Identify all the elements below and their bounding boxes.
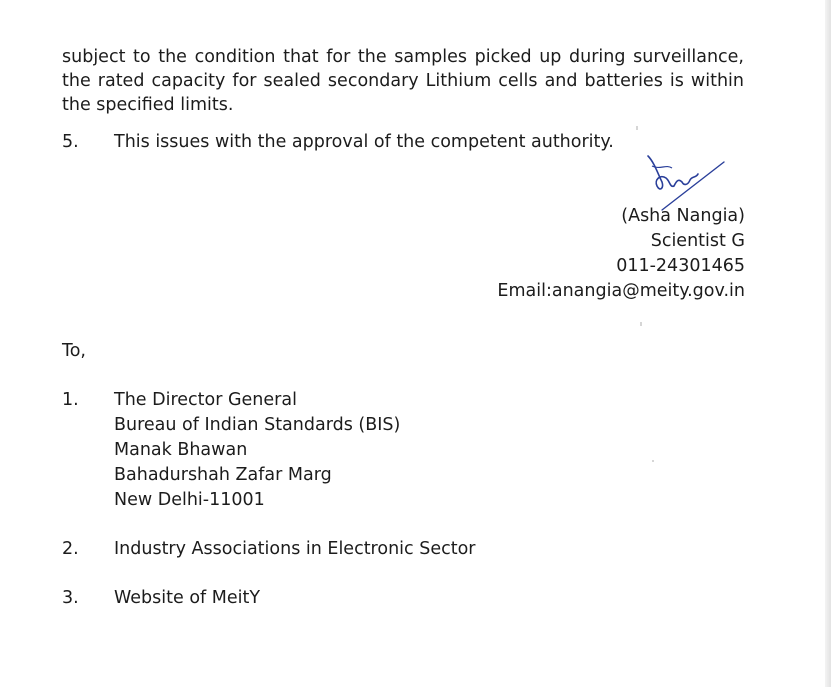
paragraph-continuation: subject to the condition that for the samples picked up during surveillance, the rated capacity for sealed secondary Lithium cells and batteries is within the specified limits. xyxy=(62,47,744,115)
recipient-1-line: The Director General xyxy=(114,390,297,410)
recipient-1-address xyxy=(114,388,400,513)
recipient-1-line: Bahadurshah Zafar Marg xyxy=(114,465,332,485)
signatory-name: (Asha Nangia) xyxy=(621,206,745,226)
recipient-2-text: Industry Associations in Electronic Sector xyxy=(114,539,476,559)
recipient-1-line: Manak Bhawan xyxy=(114,440,248,460)
signature-block xyxy=(497,204,745,304)
recipient-3-number: 3. xyxy=(62,588,79,608)
scan-speck xyxy=(652,460,654,462)
recipient-3-text: Website of MeitY xyxy=(114,588,261,608)
page-edge-shadow xyxy=(825,0,831,687)
signatory-phone: 011-24301465 xyxy=(616,256,745,276)
to-label: To, xyxy=(62,341,86,361)
recipient-1-line: New Delhi-11001 xyxy=(114,490,265,510)
recipient-1-line: Bureau of Indian Standards (BIS) xyxy=(114,415,401,435)
signatory-designation: Scientist G xyxy=(650,231,745,251)
recipient-1-number: 1. xyxy=(62,390,79,410)
item-5 xyxy=(62,130,79,154)
scan-speck xyxy=(640,322,642,326)
item-5-number: 5. xyxy=(62,132,79,152)
item-5-text: This issues with the approval of the competent authority. xyxy=(114,132,614,152)
recipient-2-number: 2. xyxy=(62,539,79,559)
signatory-email: Email:anangia@meity.gov.in xyxy=(497,281,745,301)
scan-speck xyxy=(636,126,638,130)
